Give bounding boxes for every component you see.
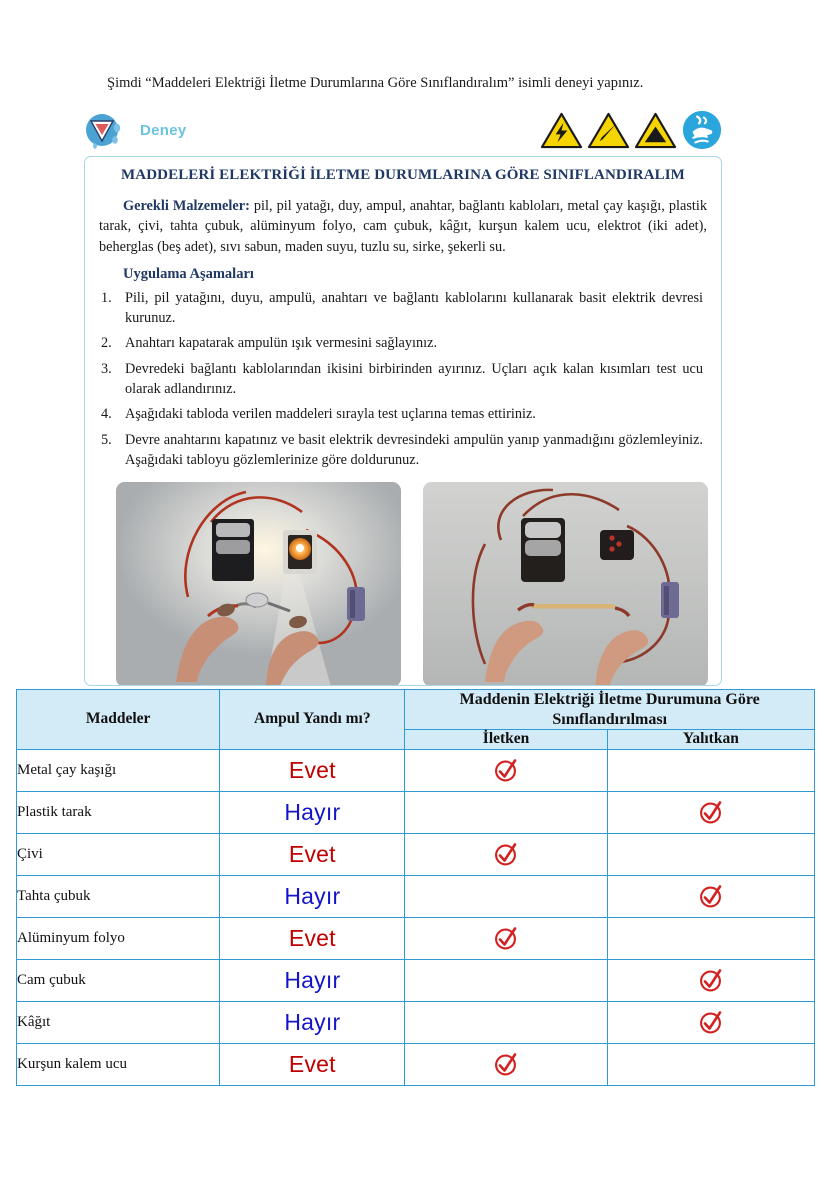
cell-insulator — [607, 959, 814, 1001]
cell-insulator — [607, 749, 814, 791]
cell-insulator — [607, 1043, 814, 1085]
circuit-metal-spoon-bulb-lit-photo — [116, 482, 401, 686]
cell-material: Metal çay kaşığı — [17, 749, 220, 791]
column-header-classification: Maddenin Elektriği İletme Durumuna Göre Sınıflandırılması — [405, 690, 815, 730]
cell-material: Kâğıt — [17, 1001, 220, 1043]
experiment-panel — [84, 156, 722, 686]
cell-bulb-answer: Hayır — [220, 791, 405, 833]
red-circled-check-icon — [698, 1009, 724, 1035]
cell-bulb-answer: Evet — [220, 1043, 405, 1085]
list-item: Devre anahtarını kapatınız ve basit elektrik devresindeki ampulün yanıp yanmadığını gözlemleyiniz. Aşağıdaki tabloyu gözlemlerinize göre doldurunuz. — [125, 431, 703, 468]
hazard-icon-group — [540, 109, 723, 151]
cell-conductor — [405, 791, 607, 833]
red-circled-check-icon — [493, 925, 519, 951]
cell-bulb-answer: Evet — [220, 749, 405, 791]
warning-electric-shock-icon — [540, 111, 583, 150]
column-header-bulb: Ampul Yandı mı? — [220, 690, 405, 750]
column-header-materials: Maddeler — [17, 690, 220, 750]
cell-conductor — [405, 959, 607, 1001]
list-item: Pili, pil yatağını, duyu, ampulü, anahtarı ve bağlantı kablolarını kullanarak basit elektrik devresi kurunuz. — [125, 289, 703, 327]
cell-bulb-answer: Evet — [220, 833, 405, 875]
experiment-title: MADDELERİ ELEKTRİĞİ İLETME DURUMLARINA GÖRE SINIFLANDIRALIM — [121, 167, 685, 183]
table-row — [17, 833, 815, 875]
cell-bulb-answer: Hayır — [220, 959, 405, 1001]
results-table — [16, 689, 815, 1086]
table-row — [17, 749, 815, 791]
red-circled-check-icon — [698, 799, 724, 825]
warning-sharp-object-icon — [587, 111, 630, 150]
steps-heading: Uygulama Aşamaları — [123, 265, 254, 282]
experiment-label: Deney — [140, 122, 187, 139]
red-circled-check-icon — [493, 841, 519, 867]
cell-conductor — [405, 833, 607, 875]
cell-bulb-answer: Evet — [220, 917, 405, 959]
table-row — [17, 1001, 815, 1043]
cell-insulator — [607, 875, 814, 917]
cell-conductor — [405, 875, 607, 917]
intro-sentence: Şimdi “Maddeleri Elektriği İletme Durumlarına Göre Sınıflandıralım” isimli deneyi yapınız. — [107, 75, 644, 91]
cell-conductor — [405, 917, 607, 959]
circuit-wooden-stick-bulb-off-photo — [423, 482, 708, 686]
column-header-conductor: İletken — [405, 730, 607, 750]
red-circled-check-icon — [698, 883, 724, 909]
table-row — [17, 959, 815, 1001]
table-row — [17, 917, 815, 959]
cell-bulb-answer: Hayır — [220, 1001, 405, 1043]
table-header-row-1 — [17, 690, 815, 730]
cell-bulb-answer: Hayır — [220, 875, 405, 917]
red-circled-check-icon — [493, 1051, 519, 1077]
cell-insulator — [607, 917, 814, 959]
column-header-insulator: Yalıtkan — [607, 730, 814, 750]
red-circled-check-icon — [493, 757, 519, 783]
required-materials-text: pil, pil yatağı, duy, ampul, anahtar, bağlantı kabloları, metal çay kaşığı, plastik tarak, çivi, tahta çubuk, alüminyum folyo, cam çubuk, kâğıt, kurşun kalem ucu, elektrot (iki adet), beherglas (beş adet), sıvı sabun, maden suyu, tuzlu su, sirke, şekerli su. — [99, 198, 707, 255]
cell-conductor — [405, 749, 607, 791]
warning-corrosive-icon — [634, 111, 677, 150]
wash-hands-icon — [681, 109, 723, 151]
cell-material: Çivi — [17, 833, 220, 875]
cell-material: Plastik tarak — [17, 791, 220, 833]
table-row — [17, 1043, 815, 1085]
table-row — [17, 791, 815, 833]
photo-group — [116, 482, 708, 686]
cell-conductor — [405, 1001, 607, 1043]
red-circled-check-icon — [698, 967, 724, 993]
cell-material: Alüminyum folyo — [17, 917, 220, 959]
list-item: Devredeki bağlantı kablolarından ikisini birbirinden ayırınız. Uçları açık kalan kısımları test ucu olarak adlandırınız. — [125, 360, 703, 398]
list-item: Anahtarı kapatarak ampulün ışık vermesini sağlayınız. — [125, 335, 438, 352]
cell-insulator — [607, 791, 814, 833]
cell-insulator — [607, 1001, 814, 1043]
beaker-droplets-icon — [82, 110, 126, 154]
cell-insulator — [607, 833, 814, 875]
list-item: Aşağıdaki tabloda verilen maddeleri sırayla test uçlarına temas ettiriniz. — [125, 406, 536, 423]
cell-material: Tahta çubuk — [17, 875, 220, 917]
cell-material: Kurşun kalem ucu — [17, 1043, 220, 1085]
table-header — [17, 690, 815, 750]
table-row — [17, 875, 815, 917]
cell-material: Cam çubuk — [17, 959, 220, 1001]
cell-conductor — [405, 1043, 607, 1085]
table-body — [17, 749, 815, 1085]
steps-list — [99, 288, 707, 470]
required-materials-paragraph — [99, 196, 707, 257]
required-materials-label: Gerekli Malzemeler: — [123, 198, 250, 214]
experiment-header — [78, 108, 723, 158]
experiment-body — [85, 184, 721, 470]
